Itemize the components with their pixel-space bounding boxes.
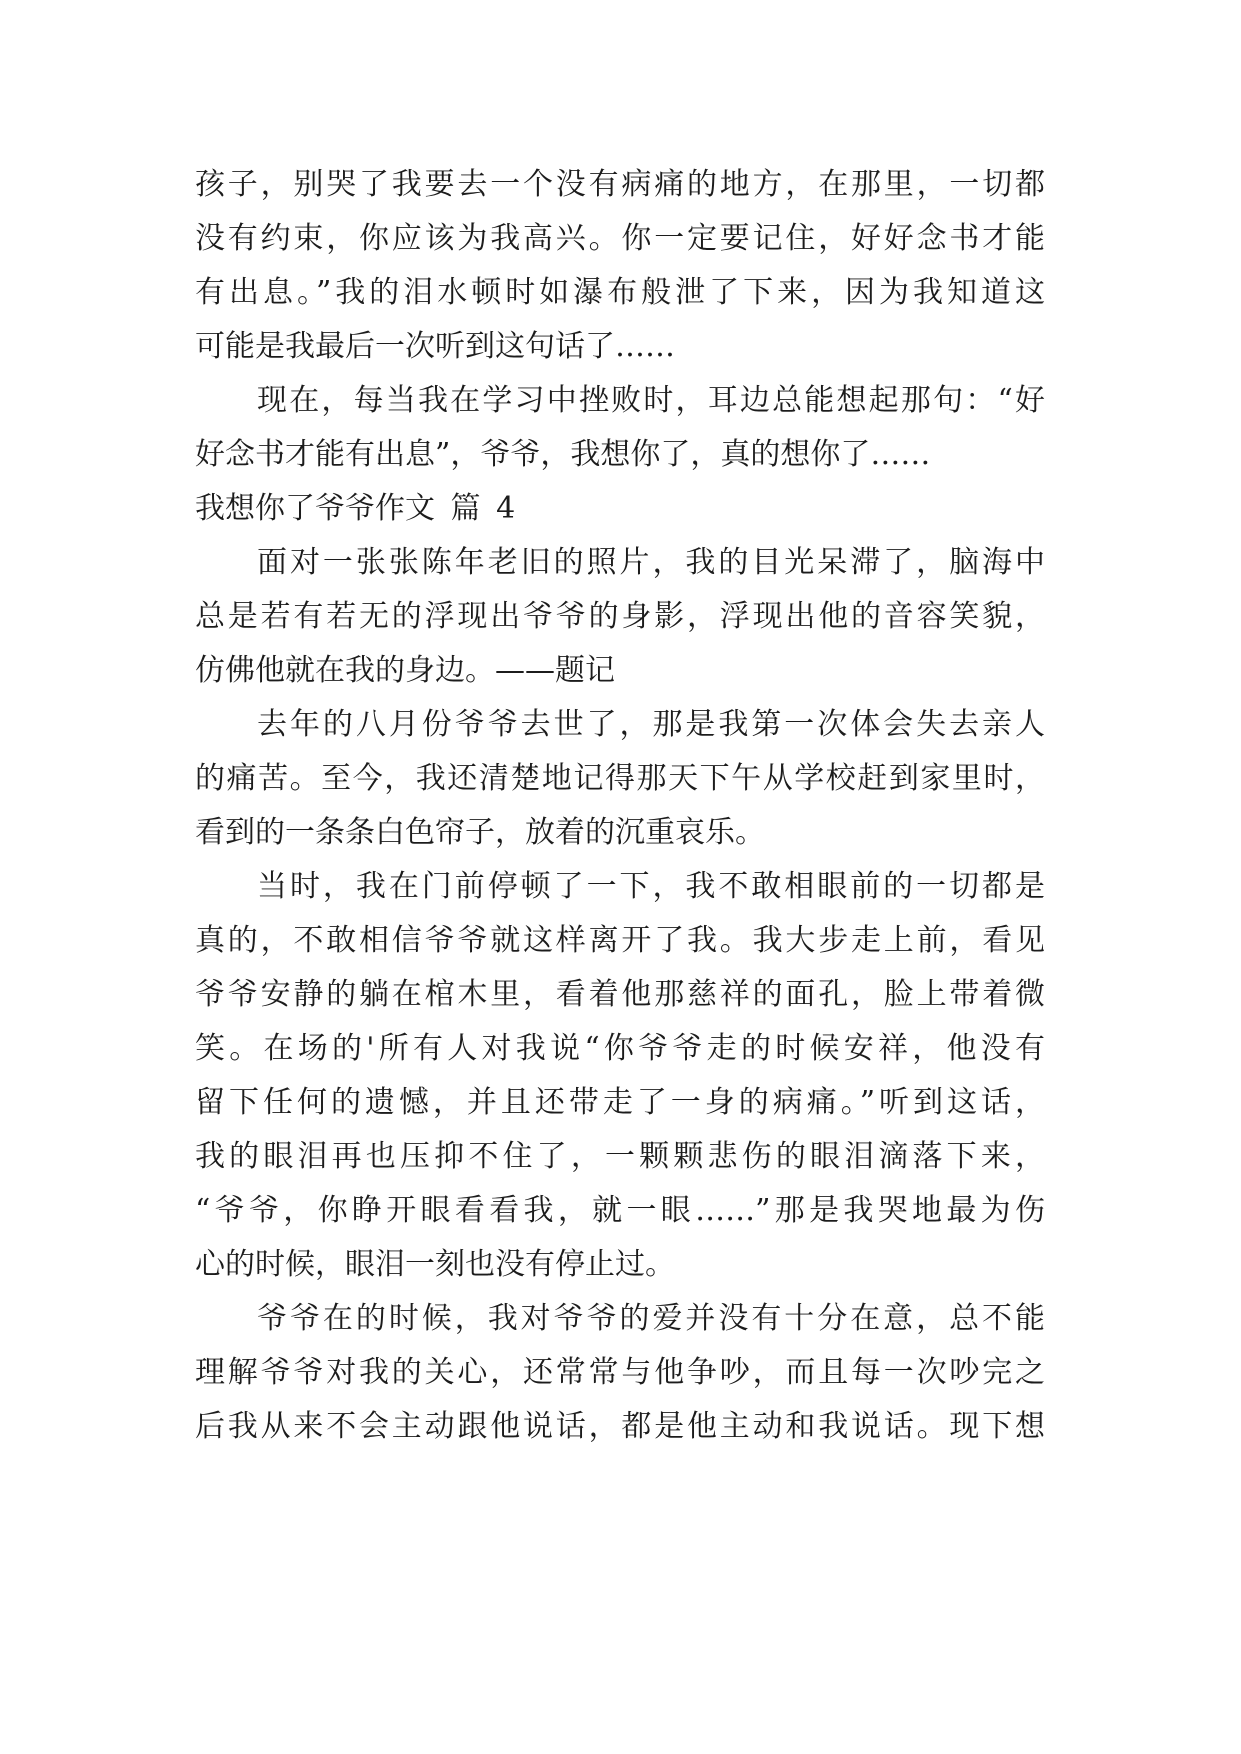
text-line: 的痛苦。至今，我还清楚地记得那天下午从学校赶到家里时，: [195, 761, 1045, 796]
text-line: 去年的八月份爷爷去世了，那是我第一次体会失去亲人: [257, 707, 1045, 742]
text-line: 爷爷在的时候，我对爷爷的爱并没有十分在意，总不能: [257, 1301, 1045, 1336]
text-line: 当时，我在门前停顿了一下，我不敢相眼前的一切都是: [257, 869, 1045, 904]
text-line: 总是若有若无的浮现出爷爷的身影，浮现出他的音容笑貌，: [195, 599, 1045, 634]
paragraph: [195, 374, 1045, 482]
text-line: 好念书才能有出息”，爷爷，我想你了，真的想你了……: [195, 437, 931, 472]
text-line: 可能是我最后一次听到这句话了……: [195, 329, 675, 364]
paragraph: [195, 698, 1045, 860]
paragraph: [195, 1292, 1045, 1454]
paragraph: [195, 860, 1045, 1292]
text-line: 看到的一条条白色帘子，放着的沉重哀乐。: [195, 815, 765, 850]
document-body: [195, 158, 1045, 1454]
text-line: 有出息。”我的泪水顿时如瀑布般泄了下来，因为我知道这: [195, 275, 1045, 310]
text-line: 理解爷爷对我的关心，还常常与他争吵，而且每一次吵完之: [195, 1355, 1045, 1390]
text-line: 心的时候，眼泪一刻也没有停止过。: [195, 1247, 675, 1282]
text-line: 笑。在场的'所有人对我说“你爷爷走的时候安祥，他没有: [195, 1031, 1045, 1066]
text-line: 面对一张张陈年老旧的照片，我的目光呆滞了，脑海中: [257, 545, 1045, 580]
section-heading: 我想你了爷爷作文 篇 4: [195, 491, 516, 526]
text-line: 现在，每当我在学习中挫败时，耳边总能想起那句：“好: [257, 383, 1045, 418]
text-line: 留下任何的遗憾，并且还带走了一身的病痛。”听到这话，: [195, 1085, 1045, 1120]
paragraph: [195, 158, 1045, 374]
text-line: 真的，不敢相信爷爷就这样离开了我。我大步走上前，看见: [195, 923, 1045, 958]
text-line: 我的眼泪再也压抑不住了，一颗颗悲伤的眼泪滴落下来，: [195, 1139, 1045, 1174]
text-line: 孩子，别哭了我要去一个没有病痛的地方，在那里，一切都: [195, 167, 1045, 202]
text-line: 仿佛他就在我的身边。——题记: [195, 653, 615, 688]
text-line: 后我从来不会主动跟他说话，都是他主动和我说话。现下想: [195, 1409, 1045, 1444]
text-line: “爷爷，你睁开眼看看我，就一眼……”那是我哭地最为伤: [195, 1193, 1045, 1228]
text-line: 爷爷安静的躺在棺木里，看着他那慈祥的面孔，脸上带着微: [195, 977, 1045, 1012]
paragraph: [195, 536, 1045, 698]
text-line: 没有约束，你应该为我高兴。你一定要记住，好好念书才能: [195, 221, 1045, 256]
